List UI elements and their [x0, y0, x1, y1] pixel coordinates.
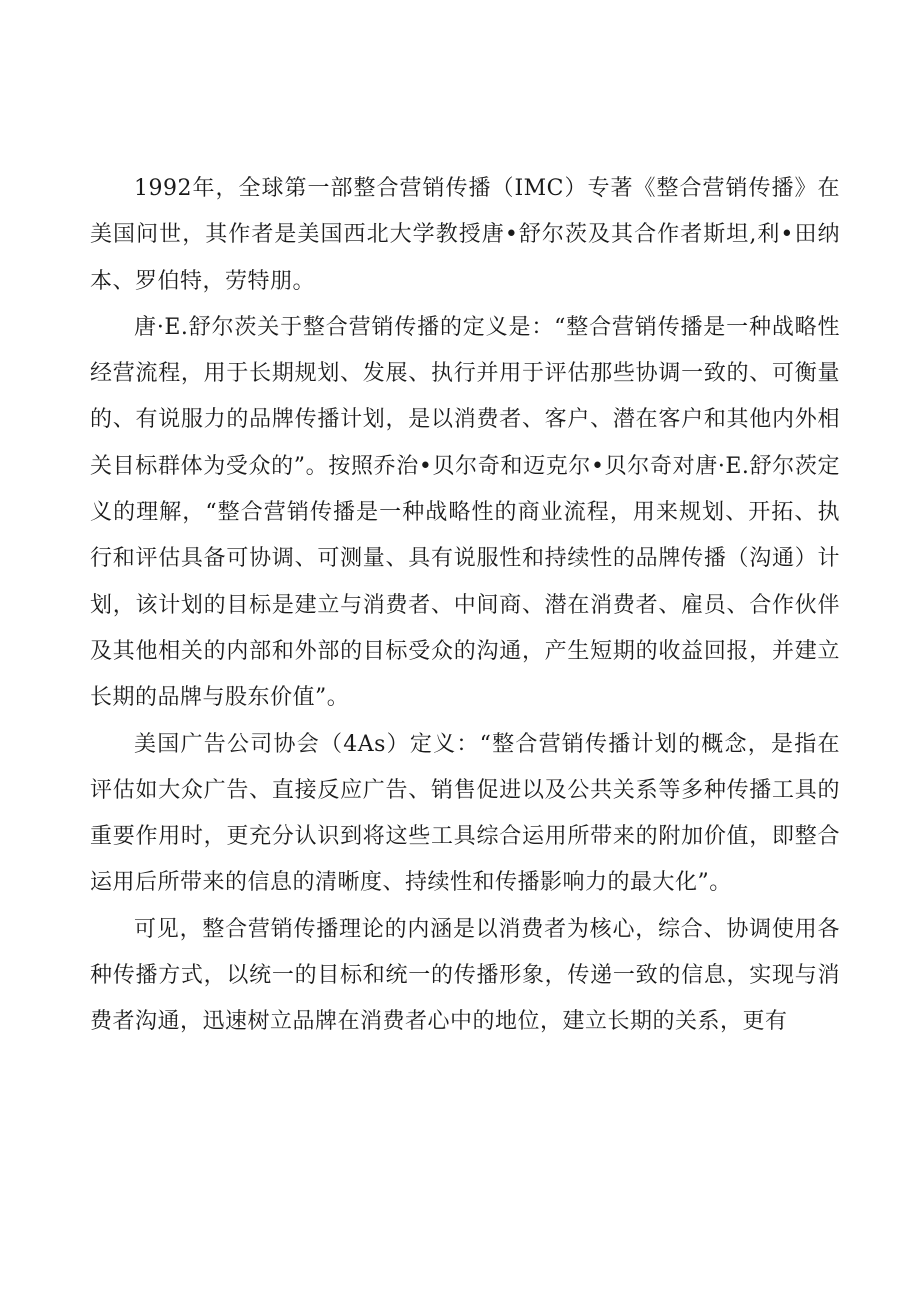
document-body	[90, 166, 840, 1046]
paragraph-schultz-definition: 唐·E.舒尔茨关于整合营销传播的定义是：“整合营销传播是一种战略性经营流程，用于长期规划、发展、执行并用于评估那些协调一致的、可衡量的、有说服力的品牌传播计划，是以消费者、客户、潜在客户和其他内外相关目标群体为受众的”。按照乔治•贝尔奇和迈克尔•贝尔奇对唐·E.舒尔茨定义的理解，“整合营销传播是一种战略性的商业流程，用来规划、开拓、执行和评估具备可协调、可测量、具有说服性和持续性的品牌传播（沟通）计划，该计划的目标是建立与消费者、中间商、潜在消费者、雇员、合作伙伴及其他相关的内部和外部的目标受众的沟通，产生短期的收益回报，并建立长期的品牌与股东价值”。	[90, 314, 840, 711]
paragraph-imc-origin: 1992年，全球第一部整合营销传播（IMC）专著《整合营销传播》在美国问世，其作者是美国西北大学教授唐•舒尔茨及其合作者斯坦,利•田纳本、罗伯特，劳特朋。	[90, 176, 840, 294]
paragraph-4as-definition: 美国广告公司协会（4As）定义：“整合营销传播计划的概念，是指在评估如大众广告、直接反应广告、销售促进以及公共关系等多种传播工具的重要作用时，更充分认识到将这些工具综合运用所带来的附加价值，即整合运用后所带来的信息的清晰度、持续性和传播影响力的最大化”。	[90, 731, 840, 896]
paragraph-imc-connotation: 可见，整合营销传播理论的内涵是以消费者为核心，综合、协调使用各种传播方式，以统一的目标和统一的传播形象，传递一致的信息，实现与消费者沟通，迅速树立品牌在消费者心中的地位，建立长期的关系，更有	[90, 916, 840, 1035]
